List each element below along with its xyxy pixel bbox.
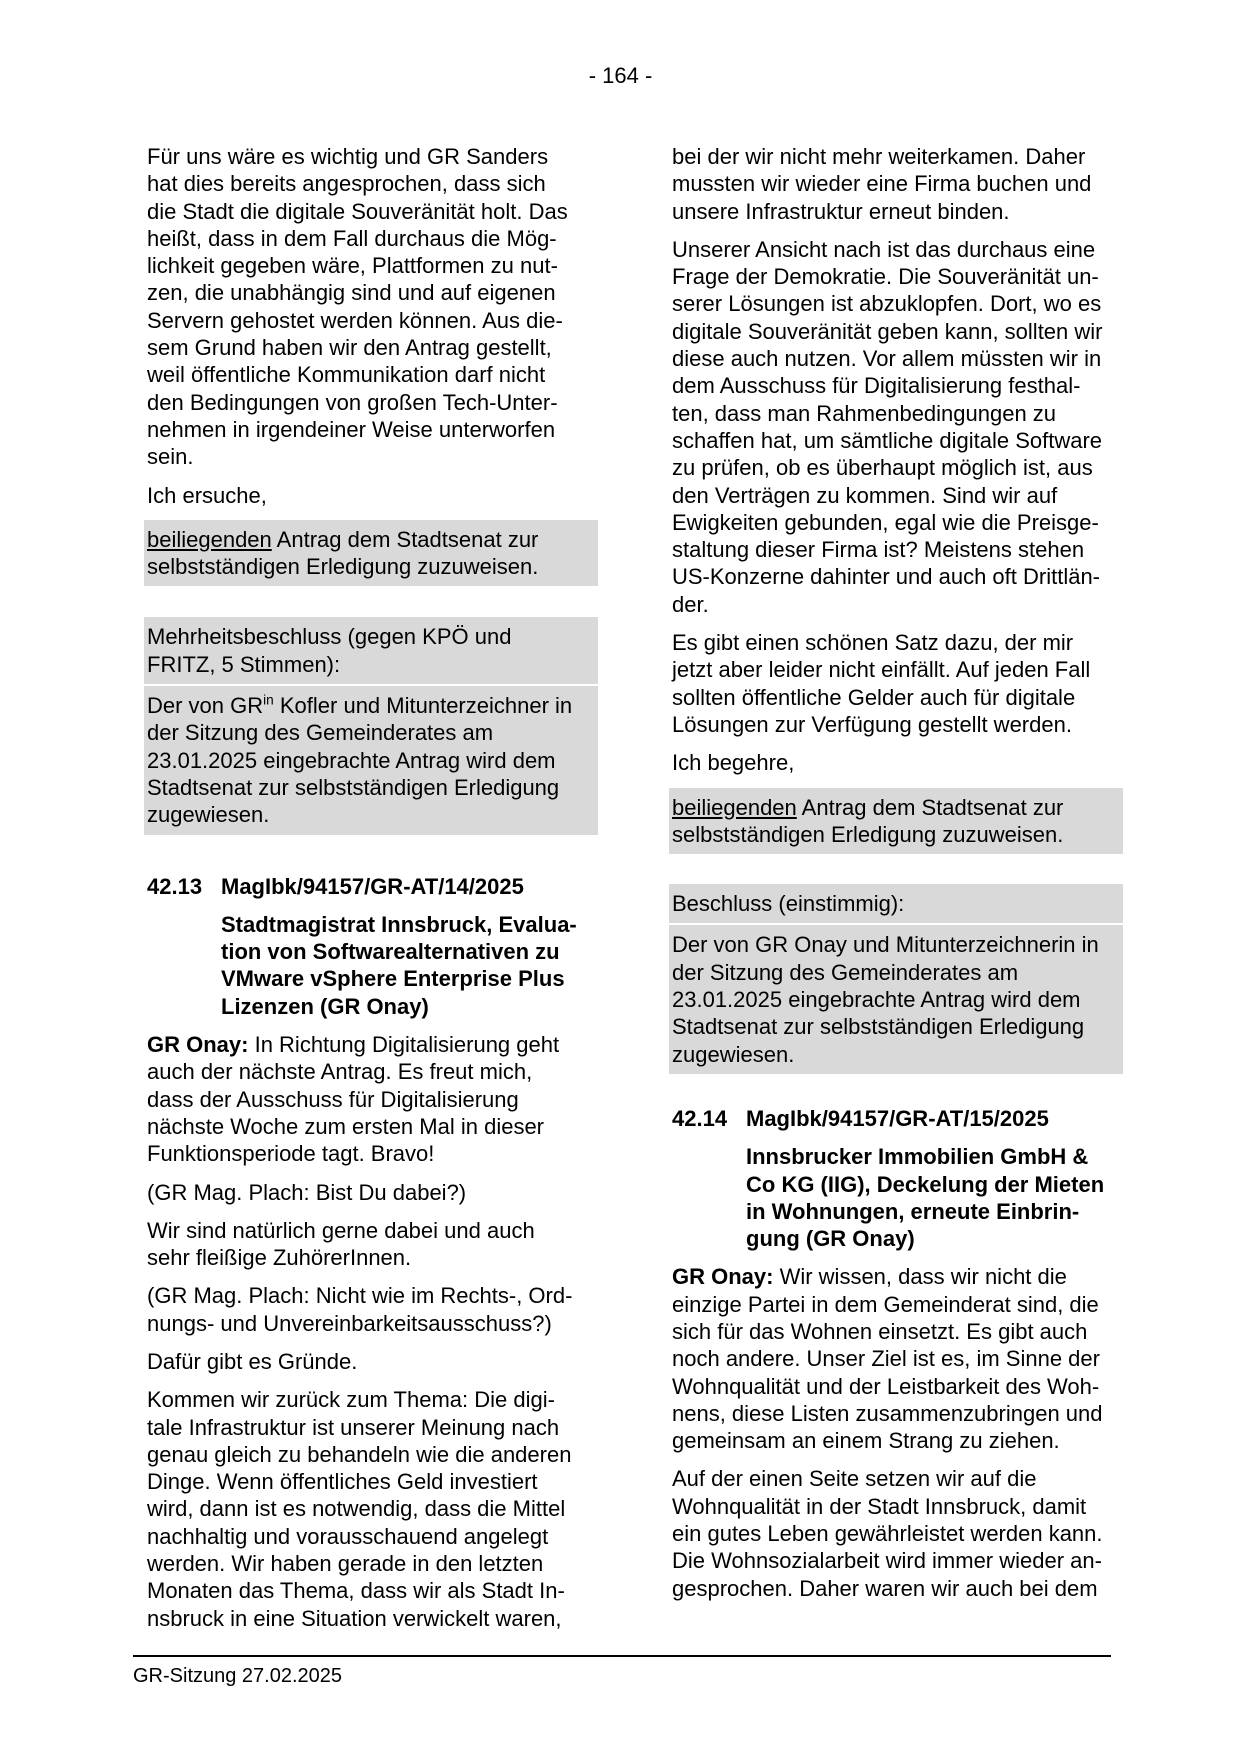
- text-line: staltung dieser Firma ist? Meistens stehen: [672, 537, 1085, 563]
- spacer: [672, 1074, 1119, 1105]
- text-line: Servern gehostet werden können. Aus die-: [147, 307, 563, 333]
- text-line: auch der nächste Antrag. Es freut mich,: [147, 1059, 533, 1085]
- agenda-item-reference: MagIbk/94157/GR-AT/14/2025: [221, 873, 524, 899]
- text-line: nsbruck in eine Situation verwickelt waren,: [147, 1605, 562, 1631]
- text-line: wird, dann ist es notwendig, dass die Mittel: [147, 1496, 566, 1522]
- text-line: nehmen in irgendeiner Weise unterworfen: [147, 416, 556, 442]
- text-line: Funktionsperiode tagt. Bravo!: [147, 1141, 435, 1167]
- text-line: 23.01.2025 eingebrachte Antrag wird dem: [672, 987, 1081, 1013]
- text-line: digitale Souveränität geben kann, sollten wir: [672, 318, 1103, 344]
- text-line: beiliegenden Antrag dem Stadtsenat zur: [147, 526, 539, 552]
- text-line: Dafür gibt es Gründe.: [147, 1348, 358, 1374]
- highlighted-block: [669, 884, 1123, 923]
- text-line: Ich ersuche,: [147, 482, 267, 508]
- text-line: GR Onay: Wir wissen, dass wir nicht die: [672, 1264, 1067, 1290]
- spacer: [672, 854, 1119, 884]
- text-line: schaffen hat, um sämtliche digitale Software: [672, 427, 1103, 453]
- agenda-item-number: 42.13: [147, 873, 203, 899]
- paragraph: [672, 749, 1119, 776]
- paragraph: [672, 629, 1119, 738]
- text-line: Stadtsenat zur selbstständigen Erledigung: [147, 774, 560, 800]
- paragraph: [672, 236, 1119, 618]
- text-line: nens, diese Listen zusammenzubringen und: [672, 1400, 1103, 1426]
- text-line: US-Konzerne dahinter und auch oft Drittlän-: [672, 564, 1101, 590]
- text-line: Beschluss (einstimmig):: [672, 891, 905, 917]
- text-line: Lösungen zur Verfügung gestellt werden.: [672, 711, 1072, 737]
- text-line: genau gleich zu behandeln wie die anderen: [147, 1441, 572, 1467]
- text-line: den Verträgen zu kommen. Sind wir auf: [672, 482, 1058, 508]
- text-line: sem Grund haben wir den Antrag gestellt,: [147, 335, 552, 361]
- paragraph: [147, 1348, 594, 1375]
- text-line: Dinge. Wenn öffentliches Geld investiert: [147, 1469, 538, 1495]
- speaker-name: GR Onay:: [672, 1264, 774, 1290]
- text-line: sollten öffentliche Gelder auch für digitale: [672, 684, 1076, 710]
- paragraph: [147, 143, 594, 471]
- text-line: ein gutes Leben gewährleistet werden kann.: [672, 1521, 1103, 1547]
- text-line: Stadtsenat zur selbstständigen Erledigung: [672, 1014, 1085, 1040]
- text-line: der Sitzung des Gemeinderates am: [147, 720, 494, 746]
- text-line: dem Ausschuss für Digitalisierung festhal-: [672, 373, 1081, 399]
- text-line: zu prüfen, ob es überhaupt möglich ist, aus: [672, 455, 1093, 481]
- text-line: VMware vSphere Enterprise Plus: [221, 966, 565, 992]
- text-line: in Wohnungen, erneute Einbrin-: [746, 1198, 1080, 1224]
- text-line: nungs- und Unvereinbarkeitsausschuss?): [147, 1310, 552, 1336]
- footer-session-label: GR-Sitzung 27.02.2025: [133, 1665, 343, 1687]
- paragraph: [147, 1386, 594, 1632]
- text-line: gemeinsam an einem Strang zu ziehen.: [672, 1428, 1060, 1454]
- text-line: sein.: [147, 444, 194, 470]
- text-line: sich für das Wohnen einsetzt. Es gibt auch: [672, 1318, 1088, 1344]
- text-line: Wohnqualität und der Leistbarkeit des Woh-: [672, 1373, 1100, 1399]
- spacer: [147, 835, 594, 873]
- agenda-item-heading: [672, 1105, 1119, 1132]
- text-line: noch andere. Unser Ziel ist es, im Sinne der: [672, 1346, 1100, 1372]
- text-line: Ewigkeiten gebunden, egal wie die Preisge-: [672, 509, 1099, 535]
- text-line: Monaten das Thema, dass wir als Stadt In-: [147, 1578, 565, 1604]
- highlighted-block: [144, 617, 598, 684]
- underlined-text: beiliegenden: [147, 526, 272, 552]
- text-line: nächste Woche zum ersten Mal in dieser: [147, 1113, 544, 1139]
- text-line: sehr fleißige ZuhörerInnen.: [147, 1245, 412, 1271]
- text-line: gung (GR Onay): [746, 1226, 915, 1252]
- agenda-item-title: [221, 911, 594, 1020]
- text-line: Für uns wäre es wichtig und GR Sanders: [147, 144, 549, 169]
- text-line: der Sitzung des Gemeinderates am: [672, 959, 1019, 985]
- footer-divider: [133, 1655, 1111, 1657]
- speaker-name: GR Onay:: [147, 1032, 249, 1058]
- text-line: Ich begehre,: [672, 750, 795, 776]
- text-line: jetzt aber leider nicht einfällt. Auf jeden Fall: [672, 657, 1091, 683]
- text-line: werden. Wir haben gerade in den letzten: [147, 1551, 544, 1577]
- text-line: diese auch nutzen. Vor allem müssten wir in: [672, 346, 1102, 372]
- paragraph: [147, 1282, 594, 1337]
- text-line: (GR Mag. Plach: Bist Du dabei?): [147, 1179, 467, 1205]
- text-line: selbstständigen Erledigung zuzuweisen.: [147, 554, 539, 580]
- text-columns: [147, 143, 1119, 1643]
- text-line: bei der wir nicht mehr weiterkamen. Daher: [672, 144, 1086, 169]
- text-line: Kommen wir zurück zum Thema: Die digi-: [147, 1387, 555, 1413]
- paragraph: [147, 1031, 594, 1167]
- text-line: Co KG (IIG), Deckelung der Mieten: [746, 1171, 1105, 1197]
- highlighted-block: [669, 925, 1123, 1073]
- text-line: den Bedingungen von großen Tech-Unter-: [147, 389, 558, 415]
- paragraph: [147, 1179, 594, 1206]
- text-line: Wohnqualität in der Stadt Innsbruck, damit: [672, 1493, 1087, 1519]
- text-line: die Stadt die digitale Souveränität holt. Das: [147, 198, 568, 224]
- text-line: Die Wohnsozialarbeit wird immer wieder an-: [672, 1548, 1102, 1574]
- agenda-item-reference: MagIbk/94157/GR-AT/15/2025: [746, 1105, 1049, 1131]
- text-line: tion von Softwarealternativen zu: [221, 939, 560, 965]
- left-column: [147, 143, 594, 1643]
- text-line: mussten wir wieder eine Firma buchen und: [672, 171, 1092, 197]
- highlighted-block: [144, 520, 598, 587]
- text-line: beiliegenden Antrag dem Stadtsenat zur: [672, 794, 1064, 820]
- text-line: der.: [672, 591, 709, 617]
- text-line: einzige Partei in dem Gemeinderat sind, die: [672, 1291, 1099, 1317]
- text-line: dass der Ausschuss für Digitalisierung: [147, 1086, 519, 1112]
- text-line: nachhaltig und vorausschauend angelegt: [147, 1523, 549, 1549]
- text-line: zen, die unabhängig sind und auf eigenen: [147, 280, 556, 306]
- text-line: Stadtmagistrat Innsbruck, Evalua-: [221, 911, 577, 937]
- spacer: [147, 586, 594, 617]
- paragraph: [672, 1465, 1119, 1601]
- text-line: weil öffentliche Kommunikation darf nicht: [147, 362, 546, 388]
- text-line: serer Lösungen ist abzuklopfen. Dort, wo es: [672, 291, 1102, 317]
- text-line: Der von $GR^{in}$ Kofler und Mitunterzeichner in: [147, 692, 573, 719]
- text-line: zugewiesen.: [672, 1041, 795, 1067]
- text-line: 23.01.2025 eingebrachte Antrag wird dem: [147, 747, 556, 773]
- right-column: [672, 143, 1119, 1613]
- text-line: Auf der einen Seite setzen wir auf die: [672, 1466, 1037, 1492]
- text-line: Wir sind natürlich gerne dabei und auch: [147, 1217, 535, 1243]
- text-line: GR Onay: In Richtung Digitalisierung geht: [147, 1032, 560, 1058]
- text-line: Lizenzen (GR Onay): [221, 993, 429, 1019]
- agenda-item-heading: [147, 873, 594, 900]
- highlighted-block: [669, 788, 1123, 855]
- paragraph: [147, 1217, 594, 1272]
- text-line: Innsbrucker Immobilien GmbH &: [746, 1144, 1089, 1170]
- text-line: (GR Mag. Plach: Nicht wie im Rechts-, Ord-: [147, 1283, 573, 1309]
- agenda-item-number: 42.14: [672, 1105, 728, 1131]
- paragraph: [672, 143, 1119, 225]
- paragraph: [147, 482, 594, 509]
- text-line: tale Infrastruktur ist unserer Meinung nach: [147, 1414, 560, 1440]
- underlined-text: beiliegenden: [672, 794, 797, 820]
- text-line: lichkeit gegeben wäre, Plattformen zu nut-: [147, 253, 558, 279]
- highlighted-block: [144, 686, 598, 834]
- text-line: selbstständigen Erledigung zuzuweisen.: [672, 821, 1064, 847]
- text-line: Mehrheitsbeschluss (gegen KPÖ und: [147, 624, 512, 650]
- text-line: Es gibt einen schönen Satz dazu, der mir: [672, 630, 1074, 656]
- text-line: zugewiesen.: [147, 802, 270, 828]
- text-line: heißt, dass in dem Fall durchaus die Mög-: [147, 225, 557, 251]
- text-line: Frage der Demokratie. Die Souveränität un-: [672, 264, 1099, 290]
- text-line: Unserer Ansicht nach ist das durchaus eine: [672, 236, 1096, 262]
- paragraph: [672, 1263, 1119, 1454]
- text-line: unsere Infrastruktur erneut binden.: [672, 198, 1010, 224]
- superscript-text: in: [263, 692, 274, 708]
- text-line: Der von GR Onay und Mitunterzeichnerin in: [672, 932, 1099, 958]
- page-number: - 164 -: [588, 63, 653, 88]
- text-line: ten, dass man Rahmenbedingungen zu: [672, 400, 1057, 426]
- text-line: FRITZ, 5 Stimmen):: [147, 651, 341, 677]
- agenda-item-title: [746, 1143, 1119, 1252]
- text-line: hat dies bereits angesprochen, dass sich: [147, 171, 546, 197]
- text-line: gesprochen. Daher waren wir auch bei dem: [672, 1575, 1098, 1601]
